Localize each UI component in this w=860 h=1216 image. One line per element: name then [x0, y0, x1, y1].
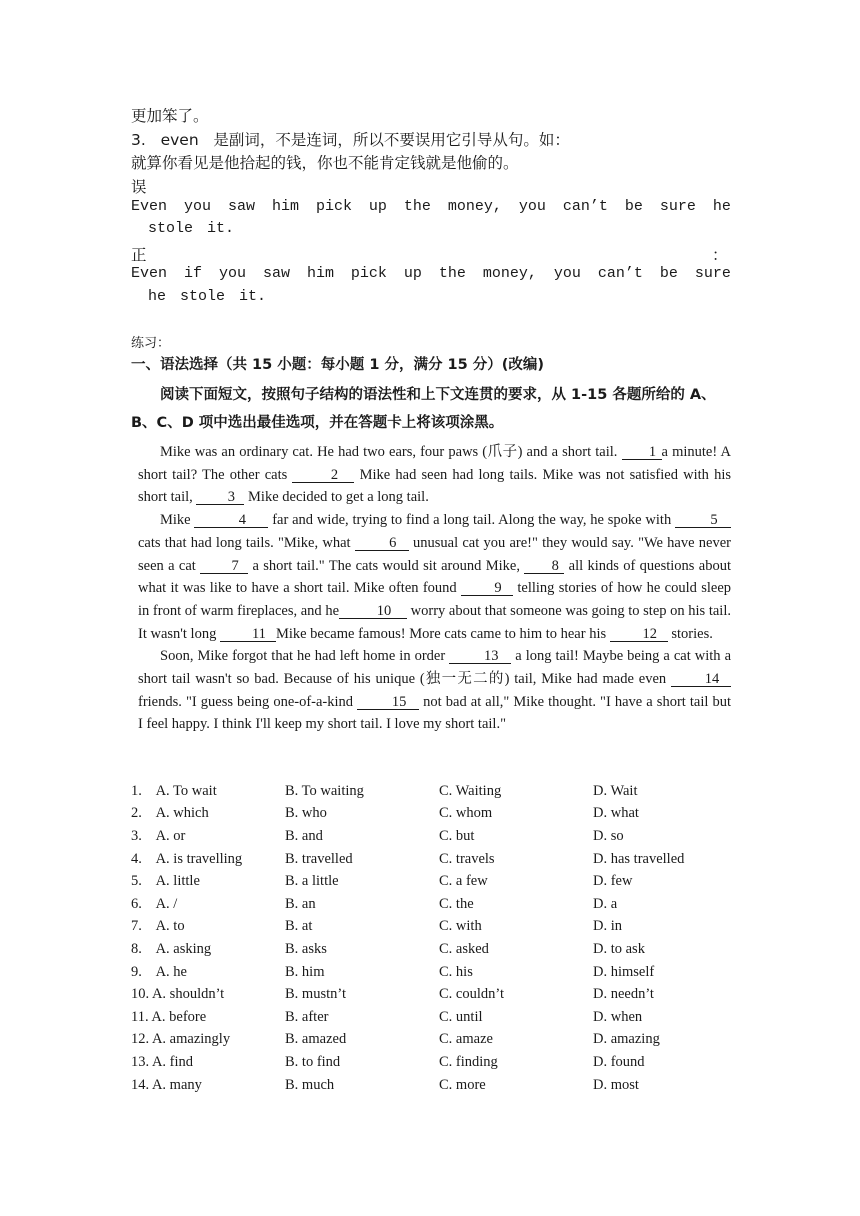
option-choice[interactable]: B. a little: [285, 873, 339, 890]
passage-text: a short tail." The cats would sit around Mike,: [248, 557, 525, 574]
option-choice[interactable]: C. a few: [439, 873, 488, 890]
blank-13[interactable]: 13: [449, 649, 511, 664]
option-row: [131, 938, 743, 961]
option-choice[interactable]: B. who: [285, 805, 327, 822]
blank-4[interactable]: 4: [194, 513, 268, 528]
sentence-word: saw: [227, 198, 255, 215]
wrong-sentence-continuation: [148, 220, 234, 237]
option-choice[interactable]: 14. A. many: [131, 1076, 202, 1093]
sentence-word: pick: [350, 265, 387, 282]
option-choice[interactable]: C. finding: [439, 1053, 498, 1070]
option-choice[interactable]: C. until: [439, 1008, 483, 1025]
option-row: [131, 893, 743, 916]
right-sentence-line: [131, 265, 731, 282]
right-colon: ：: [712, 246, 728, 264]
option-choice[interactable]: C. travels: [439, 850, 495, 867]
blank-1[interactable]: 1: [622, 445, 662, 460]
option-choice[interactable]: 8. A. asking: [131, 940, 212, 957]
passage-text: Soon, Mike forgot that he had left home in order: [160, 648, 450, 665]
option-choice[interactable]: D. has travelled: [593, 850, 685, 867]
sentence-word: him: [306, 265, 334, 282]
option-choice[interactable]: D. found: [593, 1053, 645, 1070]
option-choice[interactable]: 11. A. before: [131, 1008, 207, 1025]
passage-paragraph-3: [138, 645, 731, 736]
option-choice[interactable]: C. more: [439, 1076, 486, 1093]
option-choice[interactable]: 13. A. find: [131, 1053, 194, 1070]
sentence-word: Even: [131, 265, 168, 282]
option-choice[interactable]: B. travelled: [285, 850, 353, 867]
blank-7[interactable]: 7: [200, 559, 248, 574]
option-choice[interactable]: 2. A. which: [131, 805, 209, 822]
note-line-1: 更加笨了。: [131, 107, 209, 125]
option-choice[interactable]: 12. A. amazingly: [131, 1031, 231, 1048]
passage-text: Mike decided to get a long tail.: [244, 489, 429, 506]
option-choice[interactable]: C. couldn’t: [439, 986, 504, 1003]
note-line-3: 就算你看见是他拾起的钱，你也不能肯定钱就是他偷的。: [131, 154, 519, 172]
section-instruction-1: 阅读下面短文，按照句子结构的语法性和上下文连贯的要求，从 1-15 各题所给的 A、: [160, 387, 716, 403]
sentence-word: be: [659, 265, 678, 282]
option-choice[interactable]: B. at: [285, 918, 313, 935]
sentence-word: sure: [659, 198, 696, 215]
option-row: [131, 803, 743, 826]
option-choice[interactable]: 7. A. to: [131, 918, 185, 935]
practice-label: 练习：: [131, 336, 171, 351]
sentence-word: saw: [262, 265, 290, 282]
sentence-word: you: [218, 265, 246, 282]
passage-text: worry about that someone was going to step on his tail. It wasn't long: [138, 602, 731, 642]
passage-text: a long tail! Maybe being a cat with a short tail wasn't so bad. Because of his unique (独一无二的) tail, Mike had made even: [138, 648, 732, 688]
section-instruction-2: B、C、D 项中选出最佳选项，并在答题卡上将该项涂黑。: [131, 415, 504, 431]
option-choice[interactable]: D. a: [593, 895, 618, 912]
option-choice[interactable]: B. and: [285, 827, 323, 844]
option-choice[interactable]: B. To waiting: [285, 782, 364, 799]
option-choice[interactable]: D. most: [593, 1076, 639, 1093]
sentence-word: he: [712, 198, 731, 215]
option-choice[interactable]: C. his: [439, 963, 473, 980]
option-choice[interactable]: 5. A. little: [131, 873, 200, 890]
option-choice[interactable]: 6. A. /: [131, 895, 178, 912]
passage-text: Mike had seen had long tails. Mike was not satisfied with his short tail,: [138, 466, 731, 506]
option-choice[interactable]: C. but: [439, 827, 475, 844]
option-choice[interactable]: 3. A. or: [131, 827, 186, 844]
blank-11[interactable]: 11: [220, 627, 276, 642]
sentence-word: him: [271, 198, 299, 215]
option-row: [131, 848, 743, 871]
option-choice[interactable]: B. after: [285, 1008, 329, 1025]
option-choice[interactable]: D. in: [593, 918, 622, 935]
passage-paragraph-2: [138, 509, 731, 645]
blank-3[interactable]: 3: [196, 490, 244, 505]
wrong-label: 误: [131, 178, 147, 196]
sentence-word: money,: [482, 265, 537, 282]
blank-10[interactable]: 10: [339, 604, 407, 619]
option-choice[interactable]: 10. A. shouldn’t: [131, 986, 225, 1003]
option-choice[interactable]: C. Waiting: [439, 782, 502, 799]
option-choice[interactable]: C. with: [439, 918, 482, 935]
sentence-word: up: [368, 198, 387, 215]
sentence-word: it.: [207, 220, 235, 237]
option-choice[interactable]: B. amazed: [285, 1031, 347, 1048]
passage-paragraph-1: [138, 441, 731, 509]
passage-text: all kinds of questions about what it was like to have a short tail. Mike often found: [138, 557, 731, 597]
sentence-word: he: [148, 288, 167, 305]
passage-text: cats that had long tails. "Mike, what: [138, 534, 355, 551]
passage-text: friends. "I guess being one-of-a-kind: [138, 693, 358, 710]
blank-12[interactable]: 12: [610, 627, 668, 642]
option-choice[interactable]: C. whom: [439, 805, 493, 822]
option-choice[interactable]: D. so: [593, 827, 624, 844]
option-row: [131, 870, 743, 893]
option-row: [131, 1006, 743, 1029]
option-choice[interactable]: D. few: [593, 873, 633, 890]
sentence-word: Even: [131, 198, 168, 215]
option-row: [131, 1051, 743, 1074]
passage-text: a minute! A short tail? The other cats: [138, 444, 731, 483]
option-choice[interactable]: D. amazing: [593, 1031, 660, 1048]
option-choice[interactable]: 4. A. is travelling: [131, 850, 243, 867]
sentence-word: the: [403, 198, 431, 215]
option-choice[interactable]: D. needn’t: [593, 986, 654, 1003]
option-choice[interactable]: C. amaze: [439, 1031, 493, 1048]
sentence-word: up: [403, 265, 422, 282]
option-row: [131, 916, 743, 939]
section-title: 一、语法选择（共 15 小题：每小题 1 分，满分 15 分）(改编): [131, 357, 544, 373]
sentence-word: be: [624, 198, 643, 215]
option-row: [131, 983, 743, 1006]
passage-text: telling stories of how he could sleep in front of warm fireplaces, and he: [138, 580, 732, 619]
blank-8[interactable]: 8: [524, 559, 564, 574]
option-choice[interactable]: C. asked: [439, 940, 489, 957]
option-row: [131, 1074, 743, 1097]
sentence-word: you: [553, 265, 581, 282]
blank-14[interactable]: 14: [671, 672, 731, 687]
passage-text: far and wide, trying to find a long tail. Along the way, he spoke with: [268, 512, 676, 529]
sentence-word: can’t: [562, 198, 608, 215]
sentence-word: can’t: [597, 265, 643, 282]
option-choice[interactable]: B. to find: [285, 1053, 341, 1070]
option-choice[interactable]: D. Wait: [593, 782, 638, 799]
options-list: [131, 780, 743, 1096]
sentence-word: sure: [694, 265, 731, 282]
passage-text: unusual cat you are!" they would say. "We have never seen a cat: [138, 534, 731, 574]
passage-text: stories.: [667, 625, 713, 642]
sentence-word: pick: [315, 198, 352, 215]
blank-6[interactable]: 6: [355, 536, 409, 551]
option-choice[interactable]: D. himself: [593, 963, 655, 980]
wrong-sentence-line: [131, 198, 731, 215]
option-choice[interactable]: C. the: [439, 895, 474, 912]
option-choice[interactable]: 9. A. he: [131, 963, 187, 980]
passage-text: Mike was an ordinary cat. He had two ears, four paws (爪子) and a short tail.: [160, 444, 622, 460]
note-line-2: 3. even 是副词，不是连词，所以不要误用它引导从句。如：: [131, 131, 570, 149]
blank-15[interactable]: 15: [357, 695, 419, 710]
blank-5[interactable]: 5: [675, 513, 731, 528]
right-label: 正: [131, 246, 147, 264]
sentence-word: the: [438, 265, 466, 282]
passage-text: Mike became famous! More cats came to him to hear his: [275, 625, 610, 642]
sentence-word: you: [518, 198, 546, 215]
cloze-passage: [138, 441, 731, 736]
option-choice[interactable]: B. him: [285, 963, 325, 980]
option-choice[interactable]: B. an: [285, 895, 316, 912]
right-sentence-continuation: [148, 288, 266, 305]
passage-text: not bad at all," Mike thought. "I have a short tail but I feel happy. I think I'll keep my short tail. I love my short tail.": [138, 693, 731, 733]
sentence-word: stole: [180, 288, 226, 305]
blank-9[interactable]: 9: [461, 581, 513, 596]
option-choice[interactable]: B. mustn’t: [285, 986, 346, 1003]
option-choice[interactable]: D. when: [593, 1008, 643, 1025]
option-choice[interactable]: B. asks: [285, 940, 327, 957]
blank-2[interactable]: 2: [292, 468, 354, 483]
sentence-word: you: [183, 198, 211, 215]
sentence-word: stole: [148, 220, 194, 237]
option-choice[interactable]: D. what: [593, 805, 639, 822]
option-row: [131, 961, 743, 984]
option-choice[interactable]: B. much: [285, 1076, 335, 1093]
option-row: [131, 780, 743, 803]
option-row: [131, 825, 743, 848]
option-choice[interactable]: 1. A. To wait: [131, 782, 217, 799]
option-row: [131, 1029, 743, 1052]
passage-text: Mike: [160, 512, 195, 529]
sentence-word: it.: [239, 288, 267, 305]
sentence-word: if: [183, 265, 202, 282]
sentence-word: money,: [447, 198, 502, 215]
option-choice[interactable]: D. to ask: [593, 940, 645, 957]
